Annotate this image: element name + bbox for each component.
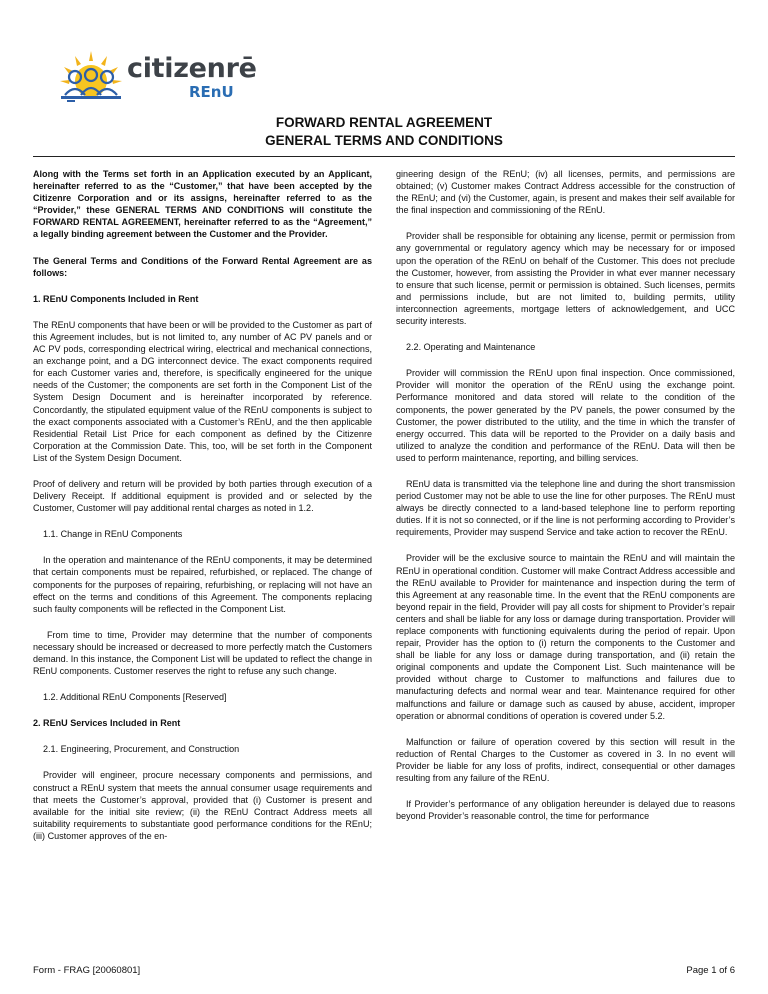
paragraph: Malfunction or failure of operation covered by this section will result in the reduction of Rental Charges to the Customer as covered in 3. In no event will Provider be liable for any loss of profits, indirect, consequential or other damages resulting from any failure of the REnU. xyxy=(396,736,735,784)
paragraph: From time to time, Provider may determine that the number of components necessary should be increased or decreased to more perfectly match the Customers demand. In this instance, the Component List will be updated to reflect the change in REnU components. Customer reserves the right to refuse any such change. xyxy=(33,629,372,677)
paragraph: In the operation and maintenance of the REnU components, it may be determined that certain components must be repaired, refurbished, or replaced. The change of components for the purposes of repairing, refurbishing, or replacing will not have an effect on the terms and conditions of this Agreement. The components replacing such faulty components will be reflected in the Component List. xyxy=(33,555,372,614)
paragraph: If Provider’s performance of any obligation hereunder is delayed due to reasons beyond Provider’s reasonable control, the time for performance xyxy=(396,799,735,822)
left-column xyxy=(33,168,372,856)
document-subtitle: GENERAL TERMS AND CONDITIONS xyxy=(265,133,503,148)
intro-paragraph: Along with the Terms set forth in an Application executed by an Applicant, hereinafter referred to as the “Customer,” that have been accepted by the Citizenre Corporation and or its assigns, hereinafter referred to as the “Provider,” these GENERAL TERMS AND CONDITIONS will constitute the FORWARD RENTAL AGREEMENT, hereinafter referred to as the “Agreement,” a legally binding agreement between the Customer and the Provider. xyxy=(33,169,372,240)
paragraph: Provider will be the exclusive source to maintain the REnU and will maintain the REnU in operational condition. Customer will make Contract Address accessible and the REnU available to Provider for maintenance and inspection during the term of this Agreement at any reasonable time. In the event that the REnU components are beyond repair in the field, Provider will pay all costs for shipment to Provider’s repair centers and shall be liable for any loss or damage during transportation. Provider will replace components with functioning equivalents during the period of repair. Upon repair, Provider has the option to (i) return the components to the Customer and shall be liable for any loss or damage during transportation, and (ii) retain the original components and update the Component List. Such maintenance will be provided without charge to Customer to malfunctions and failures due to manufacturing defects and normal wear and tear. Maintenance required for other malfunctions and failure or damage such as caused by abuse, accident, improper operation or abnormal conditions of operation is covered under 5.2. xyxy=(396,553,735,721)
right-column xyxy=(396,168,735,836)
footer-form-id: Form - FRAG [20060801] xyxy=(33,965,141,976)
company-logo xyxy=(55,47,295,107)
subsection-heading-1-1: 1.1. Change in REnU Components xyxy=(43,529,183,540)
paragraph: REnU data is transmitted via the telephone line and during the short transmission period Customer may not be able to use the line for other purposes. The REnU must always be directly connected to a land-based telephone line to perform reporting duties. If it is not so connected, or if the line is not performing according to Provider’s requirements, Provider may suspend Service and take action to recover the REnU. xyxy=(396,478,735,538)
section-heading-1: 1. REnU Components Included in Rent xyxy=(33,293,199,304)
sun-people-icon xyxy=(55,47,127,103)
section-heading-2: 2. REnU Services Included in Rent xyxy=(33,718,181,729)
paragraph: Provider shall be responsible for obtaining any license, permit or permission from any governmental or regulatory agency which may be necessary for or imposed upon the operation of the REnU on behalf of the Customer. This does not preclude the Customer, however, from assisting the Provider in what ever manner necessary to ensure that such license, permit or permission is obtained. Such licenses, permits and permissions include, but are not limited to, building permits, utility interconnection agreements, mortgage letters of acknowledgement, and UCC security interests. xyxy=(396,231,735,327)
title-divider xyxy=(33,156,735,157)
subsection-heading-2-1: 2.1. Engineering, Procurement, and Construction xyxy=(43,744,240,755)
paragraph: The REnU components that have been or will be provided to the Customer as part of this Agreement includes, but is not limited to, any number of AC PV panels and or AC PV pods, corresponding electrical wiring, electrical and mechanical connections, an exchange point, and a DG interconnect device. The exact components required for each Customer varies and, therefore, is specifically engineered for the unique needs of the Customer; the components are set forth in the Component List of the System Design Document and is hereinafter incorporated by reference. Concordantly, the stipulated equipment value of the REnU components is subject to the exact components associated with a Customer’s REnU, and the then applicable Residential Retail List Price for each component as defined by the Citizenre Corporation at the Commission Date. This, too, will be set forth in the Component List of the System Design Document. xyxy=(33,319,372,463)
document-title: FORWARD RENTAL AGREEMENT xyxy=(275,115,493,130)
subsection-heading-1-2: 1.2. Additional REnU Components [Reserved] xyxy=(43,692,227,703)
general-terms-intro: The General Terms and Conditions of the Forward Rental Agreement are as follows: xyxy=(33,255,372,278)
paragraph: Provider will commission the REnU upon final inspection. Once commissioned, Provider will monitor the operation of the REnU using the exchange point. Performance monitored and data stored will relate to the condition of the components, the power generated by the PV panels, the power consumed by the Customer, the power distributed to the utility, and the time in which the transfer of energy occurred. This data will be reported to the Provider on a daily basis and utilized to analyze the condition and performance of the REnU. Data will then be used to perform maintenance, reporting, and billing services. xyxy=(396,368,735,463)
paragraph: gineering design of the REnU; (iv) all licenses, permits, and permissions are obtained; (v) Customer makes Contract Address accessible for the construction of the REnU; and (vi) the Customer, again, is present and makes their self available for the final inspection and commissioning of the REnU. xyxy=(396,169,735,216)
paragraph: Proof of delivery and return will be provided by both parties through execution of a Delivery Receipt. If additional equipment is provided and or selected by the Customer, Customer will pay additional rental charges as noted in 1.2. xyxy=(33,478,372,514)
paragraph: Provider will engineer, procure necessary components and permissions, and construct a REnU system that meets the annual consumer usage requirements and that meets the Customer’s approval, provided that (i) Customer is present and available for the initial site review; (ii) the REnU Contract Address meets all suitability requirements to substantiate good performance conditions for the REnU; (iii) Customer approves of the en- xyxy=(33,770,372,841)
logo-subtitle: REnU xyxy=(189,83,234,101)
logo-wordmark: citizenrē xyxy=(127,53,257,84)
subsection-heading-2-2: 2.2. Operating and Maintenance xyxy=(406,342,536,353)
footer-page-number: Page 1 of 6 xyxy=(686,965,735,976)
